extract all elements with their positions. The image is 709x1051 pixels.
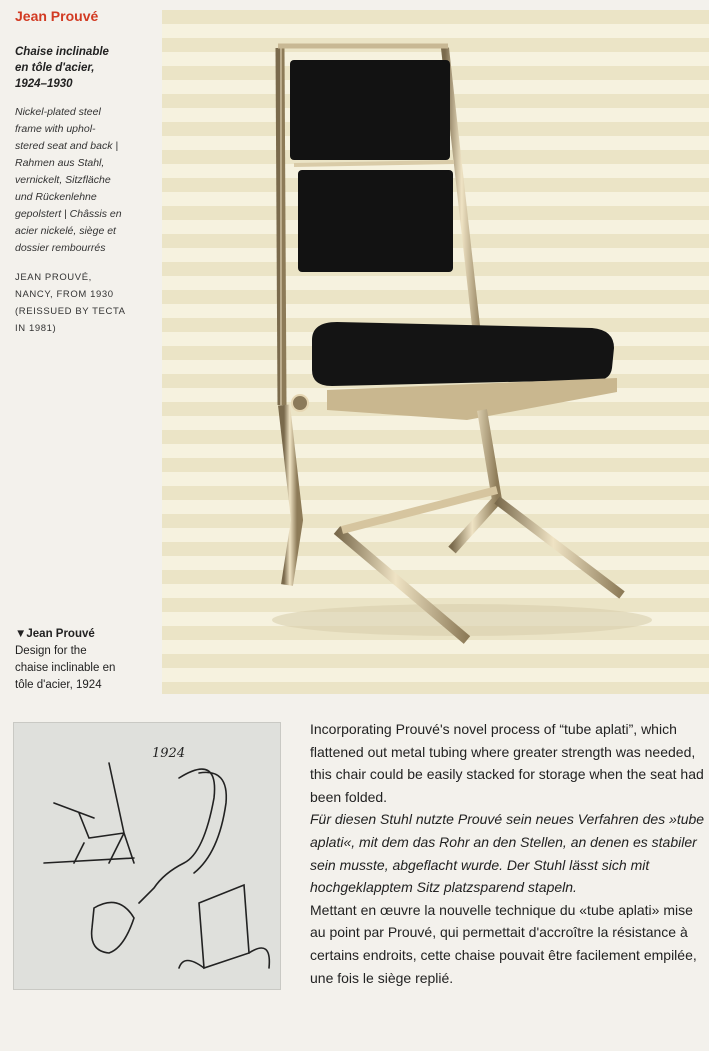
- body-german: Für diesen Stuhl nutzte Prouvé sein neues Verfahren des »tube aplati«, mit dem das Rohr an den Stellen, an denen es stabiler sein musste, abgeflacht wurde. Der Stuhl lässt sich mit hochgeklapptem Sitz platzsparend stapeln.: [310, 811, 705, 896]
- sketch-tube-shape-3: [199, 885, 249, 968]
- backrest-divider: [294, 162, 454, 165]
- pivot-bolt: [292, 395, 308, 411]
- materials-line: stered seat and back |: [15, 140, 119, 152]
- materials-line: gepolstert | Châssis en: [15, 208, 122, 220]
- materials-line: und Rückenlehne: [15, 191, 97, 203]
- materials-line: acier nickelé, siège et: [15, 225, 116, 237]
- sketch-tube-shape-2: [92, 902, 134, 953]
- sketch-caption-line: Design for the: [15, 645, 87, 657]
- back-frame-left: [280, 48, 282, 405]
- sketch-drawing: [14, 723, 280, 989]
- body-text: [310, 718, 705, 989]
- sketch-caption: [15, 626, 150, 694]
- materials-line: Rahmen aus Stahl,: [15, 157, 105, 169]
- sketch-tube-shape-3-feet: [179, 948, 269, 968]
- product-title-line: Chaise inclinable: [15, 46, 109, 58]
- sketch-ground-line: [44, 858, 134, 863]
- maker-line: IN 1981): [15, 323, 57, 334]
- rear-runner: [497, 500, 622, 595]
- product-info: [15, 44, 145, 337]
- product-title-line: en tôle d'acier,: [15, 62, 95, 74]
- materials-line: dossier rembourrés: [15, 242, 106, 254]
- maker-info: [15, 269, 145, 337]
- materials-line: Nickel-plated steel: [15, 106, 101, 118]
- materials-description: [15, 104, 145, 257]
- design-sketch: [13, 722, 281, 990]
- maker-line: JEAN PROUVÉ,: [15, 272, 92, 283]
- backrest-lower: [298, 170, 453, 272]
- backrest-upper: [290, 60, 450, 160]
- chair-photo: [162, 10, 709, 694]
- product-title: [15, 44, 145, 92]
- materials-line: vernickelt, Sitzfläche: [15, 174, 111, 186]
- sketch-tube-shape-1-edge: [194, 772, 226, 873]
- rear-leg: [452, 410, 497, 550]
- sketch-tube-shape-1: [139, 769, 215, 903]
- chair-illustration: [162, 10, 709, 694]
- materials-line: frame with uphol-: [15, 123, 96, 135]
- sketch-small-chair: [54, 763, 134, 863]
- maker-line: NANCY, FROM 1930: [15, 289, 114, 300]
- front-leg: [284, 405, 297, 585]
- designer-name: Jean Prouvé: [15, 8, 99, 24]
- seat-cushion: [312, 322, 614, 386]
- body-english: Incorporating Prouvé's novel process of “tube aplati”, which flattened out metal tubing where greater strength was needed, this chair could be easily stacked for storage when the seat had been folded.: [310, 721, 704, 805]
- sketch-caption-line: tôle d'acier, 1924: [15, 679, 102, 691]
- maker-line: (REISSUED BY TECTA: [15, 306, 126, 317]
- sketch-caption-title: ▼Jean Prouvé: [15, 628, 95, 640]
- product-title-line: 1924–1930: [15, 78, 73, 90]
- body-french: Mettant en œuvre la nouvelle technique du «tube aplati» mise au point par Prouvé, qui permettait d'accroître la résistance à certains endroits, cette chaise pouvait être facilement empilée, une fois le siège replié.: [310, 901, 697, 986]
- sketch-caption-line: chaise inclinable en: [15, 662, 116, 674]
- sketch-date: 1924: [152, 746, 186, 761]
